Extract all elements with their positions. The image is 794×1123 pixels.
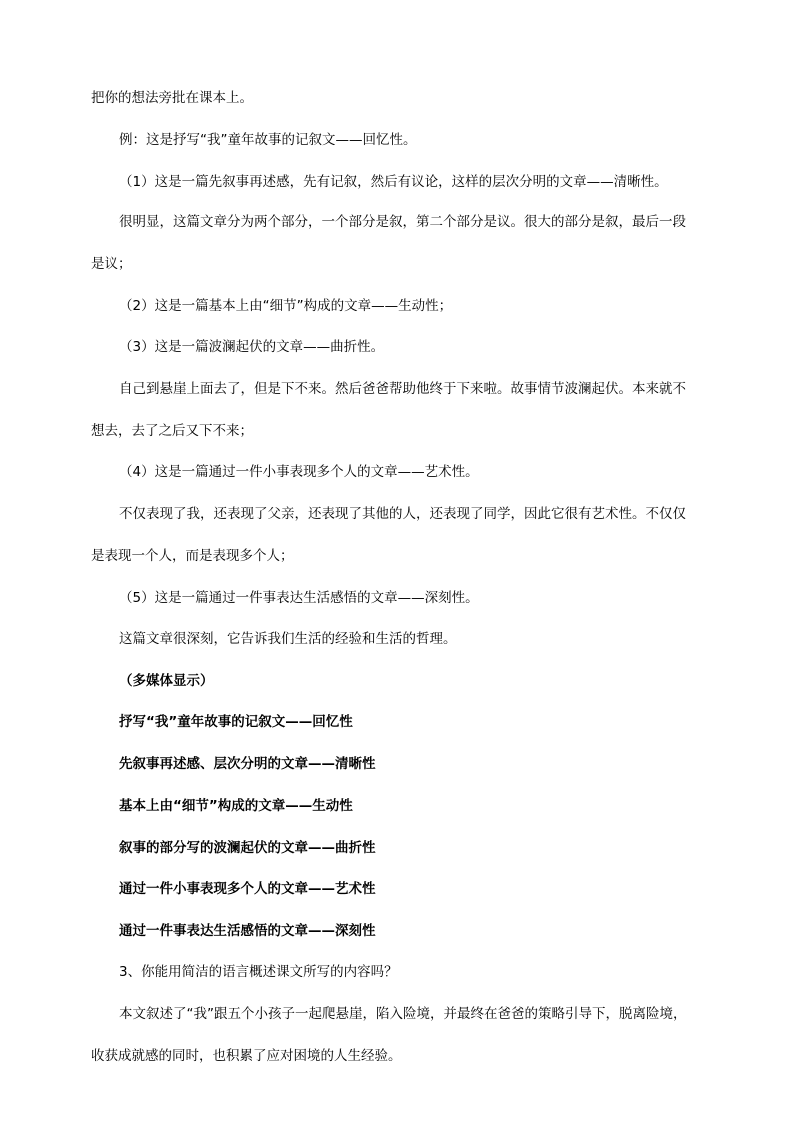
text-line-point-4: （4）这是一篇通过一件小事表现多个人的文章——艺术性。 [119, 464, 479, 480]
summary-item-artistry: 通过一件小事表现多个人的文章——艺术性 [119, 881, 376, 897]
summary-item-vividness: 基本上由“细节”构成的文章——生动性 [119, 798, 353, 814]
question-3: 3、你能用简洁的语言概述课文所写的内容吗？ [119, 964, 398, 980]
text-line-explanation-5: 这篇文章很深刻，它告诉我们生活的经验和生活的哲理。 [119, 631, 457, 647]
text-line-point-5: （5）这是一篇通过一件事表达生活感悟的文章——深刻性。 [119, 590, 479, 606]
answer-line-2: 收获成就感的同时，也积累了应对困境的人生经验。 [91, 1048, 402, 1064]
text-line-explanation-3a: 自己到悬崖上面去了，但是下不来。然后爸爸帮助他终于下来啦。故事情节波澜起伏。本来就不 [119, 381, 686, 397]
summary-item-recall: 抒写“我”童年故事的记叙文——回忆性 [119, 714, 353, 730]
summary-item-depth: 通过一件事表达生活感悟的文章——深刻性 [119, 923, 376, 939]
multimedia-heading: （多媒体显示） [119, 673, 214, 689]
summary-item-twists: 叙事的部分写的波澜起伏的文章——曲折性 [119, 840, 376, 856]
text-line-explanation-1b: 是议； [91, 256, 132, 272]
text-line-intro: 把你的想法旁批在课本上。 [91, 90, 253, 106]
text-line-point-1: （1）这是一篇先叙事再述感，先有记叙，然后有议论，这样的层次分明的文章——清晰性。 [119, 174, 668, 190]
text-line-point-2: （2）这是一篇基本上由“细节”构成的文章——生动性； [119, 298, 453, 314]
text-line-point-3: （3）这是一篇波澜起伏的文章——曲折性。 [119, 339, 385, 355]
text-line-example: 例：这是抒写“我”童年故事的记叙文——回忆性。 [119, 132, 417, 148]
text-line-explanation-4b: 是表现一个人，而是表现多个人； [91, 548, 294, 564]
answer-line-1: 本文叙述了“我”跟五个小孩子一起爬悬崖，陷入险境，并最终在爸爸的策略引导下，脱离险境， [119, 1006, 687, 1022]
text-line-explanation-1a: 很明显，这篇文章分为两个部分，一个部分是叙，第二个部分是议。很大的部分是叙，最后一段 [119, 214, 686, 230]
text-line-explanation-3b: 想去，去了之后又下不来； [91, 423, 253, 439]
text-line-explanation-4a: 不仅表现了我，还表现了父亲，还表现了其他的人，还表现了同学，因此它很有艺术性。不仅仅 [119, 506, 686, 522]
summary-item-clarity: 先叙事再述感、层次分明的文章——清晰性 [119, 756, 376, 772]
